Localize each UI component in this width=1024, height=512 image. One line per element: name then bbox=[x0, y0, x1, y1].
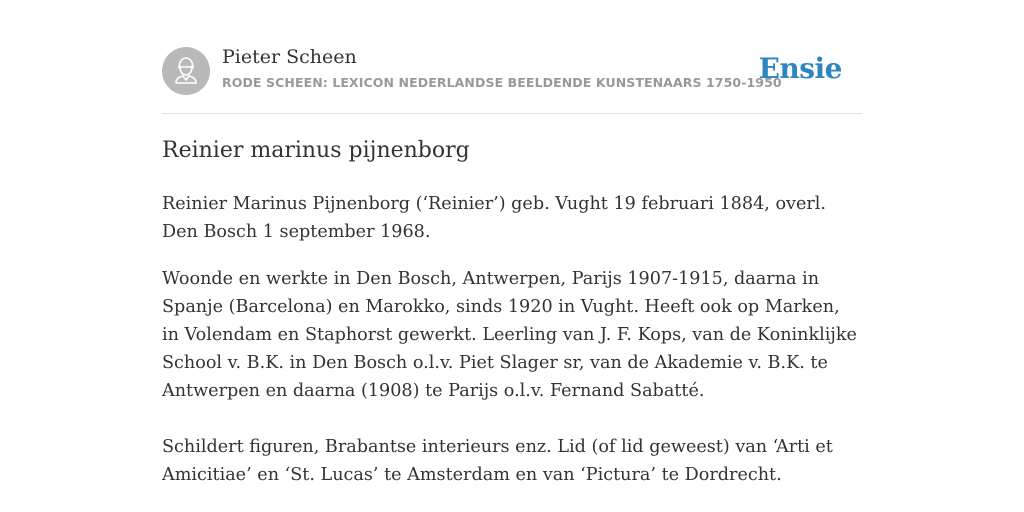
header-divider bbox=[162, 113, 862, 114]
article-paragraph: Reinier Marinus Pijnenborg (‘Reinier’) geb. Vught 19 februari 1884, overl. Den Bosch 1 september 1968. bbox=[162, 194, 827, 242]
header bbox=[162, 46, 862, 96]
ensie-logo[interactable]: Ensie bbox=[758, 52, 842, 85]
author-avatar[interactable] bbox=[162, 47, 210, 95]
article-title: Reinier marinus pijnenborg bbox=[162, 138, 470, 163]
author-name[interactable]: Pieter Scheen bbox=[222, 46, 357, 68]
article-body bbox=[162, 190, 862, 508]
user-icon bbox=[162, 47, 210, 95]
source-title[interactable]: RODE SCHEEN: LEXICON NEDERLANDSE BEELDENDE KUNSTENAARS 1750-1950 bbox=[222, 75, 782, 90]
article-paragraph: Woonde en werkte in Den Bosch, Antwerpen, Parijs 1907-1915, daarna in Spanje (Barcelona) en Marokko, sinds 1920 in Vught. Heeft ook op Marken, in Volendam en Staphorst gewerkt. Leerling van J. F. Kops, van de Koninklijke School v. B.K. in Den Bosch o.l.v. Piet Slager sr, van de Akademie v. B.K. te Antwerpen en daarna (1908) te Parijs o.l.v. Fernand Sabatté. Schildert figuren, Brabantse interieurs enz. Lid (of lid geweest) van ‘Arti et Amicitiae’ en ‘St. Lucas’ te Amsterdam en van ‘Pictura’ te Dordrecht. bbox=[162, 269, 857, 485]
